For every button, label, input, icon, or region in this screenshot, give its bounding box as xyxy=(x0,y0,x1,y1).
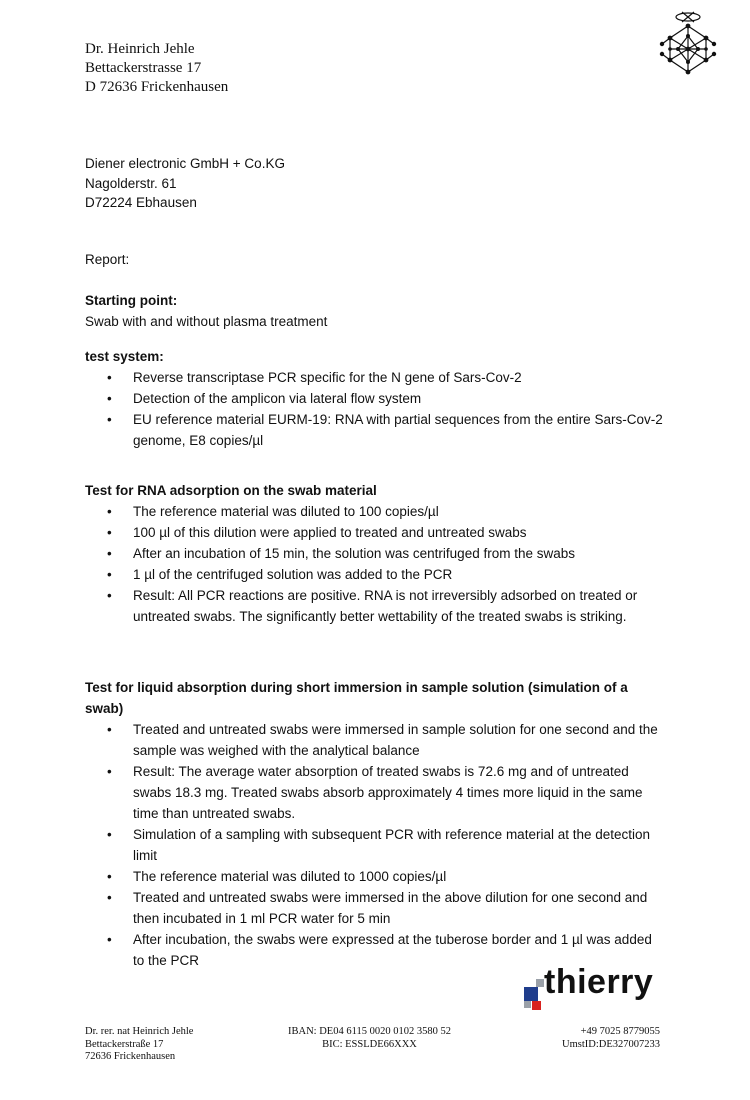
sender-name: Dr. Heinrich Jehle xyxy=(85,41,195,57)
test-system-section xyxy=(85,346,665,451)
list-item: • Reverse transcriptase PCR specific for the N gene of Sars-Cov-2 xyxy=(85,367,665,388)
molecule-sphere-icon xyxy=(656,8,720,78)
starting-point-section xyxy=(85,290,665,332)
recipient-street: Nagolderstr. 61 xyxy=(85,175,177,191)
list-item: • The reference material was diluted to 1000 copies/µl xyxy=(85,866,665,887)
list-item: • Treated and untreated swabs were immersed in sample solution for one second and the sample was weighed with the analytical balance xyxy=(85,719,665,761)
logo-wordmark: thierry xyxy=(544,963,654,1001)
logo-square-gray-small xyxy=(524,1001,531,1008)
footer-bic: BIC: ESSLDE66XXX xyxy=(322,1038,417,1050)
rna-adsorption-list xyxy=(85,501,665,627)
liquid-absorption-section xyxy=(85,677,665,971)
rna-adsorption-heading: Test for RNA adsorption on the swab material xyxy=(85,483,377,498)
recipient-city: D72224 Ebhausen xyxy=(85,195,197,210)
logo-square-gray xyxy=(536,979,544,987)
list-item: • After an incubation of 15 min, the solution was centrifuged from the swabs xyxy=(85,543,665,564)
footer-phone: +49 7025 8779055 xyxy=(580,1026,660,1037)
footer-contact xyxy=(540,1026,660,1051)
thierry-logo xyxy=(522,963,664,1015)
list-item: • Result: All PCR reactions are positive. RNA is not irreversibly adsorbed on treated or untreated swabs. The significantly better wettability of the treated swabs is striking. xyxy=(85,585,665,627)
recipient-company: Diener electronic GmbH + Co.KG xyxy=(85,156,285,171)
footer-street: Bettackerstraße 17 xyxy=(85,1038,164,1050)
starting-point-heading: Starting point: xyxy=(85,293,178,308)
logo-square-red xyxy=(532,1001,541,1010)
footer-iban: IBAN: DE04 6115 0020 0102 3580 52 xyxy=(288,1026,451,1037)
liquid-absorption-heading: Test for liquid absorption during short immersion in sample solution (simulation of a swab) xyxy=(85,680,628,716)
list-item: • Simulation of a sampling with subsequent PCR with reference material at the detection limit xyxy=(85,824,665,866)
footer-name: Dr. rer. nat Heinrich Jehle xyxy=(85,1026,194,1037)
list-item: • The reference material was diluted to 100 copies/µl xyxy=(85,501,665,522)
report-label: Report: xyxy=(85,252,130,267)
sender-address xyxy=(85,40,228,97)
list-item: • 1 µl of the centrifuged solution was added to the PCR xyxy=(85,564,665,585)
footer-vat: UmstID:DE327007233 xyxy=(562,1038,660,1050)
test-system-heading: test system: xyxy=(85,349,164,364)
footer-address xyxy=(85,1026,193,1064)
sender-city: D 72636 Frickenhausen xyxy=(85,79,229,95)
liquid-absorption-list xyxy=(85,719,665,971)
list-item: • After incubation, the swabs were expressed at the tuberose border and 1 µl was added to the PCR xyxy=(85,929,665,971)
list-item: • 100 µl of this dilution were applied to treated and untreated swabs xyxy=(85,522,665,543)
rna-adsorption-section xyxy=(85,480,665,627)
list-item: • Detection of the amplicon via lateral flow system xyxy=(85,388,665,409)
list-item: • Result: The average water absorption of treated swabs is 72.6 mg and of untreated swabs 18.3 mg. Treated swabs absorb approximately 4 times more liquid in the same time than untreated swabs. xyxy=(85,761,665,824)
test-system-list xyxy=(85,367,665,451)
list-item: • Treated and untreated swabs were immersed in the above dilution for one second and then incubated in 1 ml PCR water for 5 min xyxy=(85,887,665,929)
logo-square-blue xyxy=(524,987,538,1001)
footer-city: 72636 Frickenhausen xyxy=(85,1051,176,1062)
recipient-address xyxy=(85,154,285,213)
list-item: • EU reference material EURM-19: RNA with partial sequences from the entire Sars-Cov-2 genome, E8 copies/µl xyxy=(85,409,665,451)
footer-bank xyxy=(288,1026,451,1051)
starting-point-text: Swab with and without plasma treatment xyxy=(85,314,328,329)
sender-street: Bettackerstrasse 17 xyxy=(85,60,202,76)
